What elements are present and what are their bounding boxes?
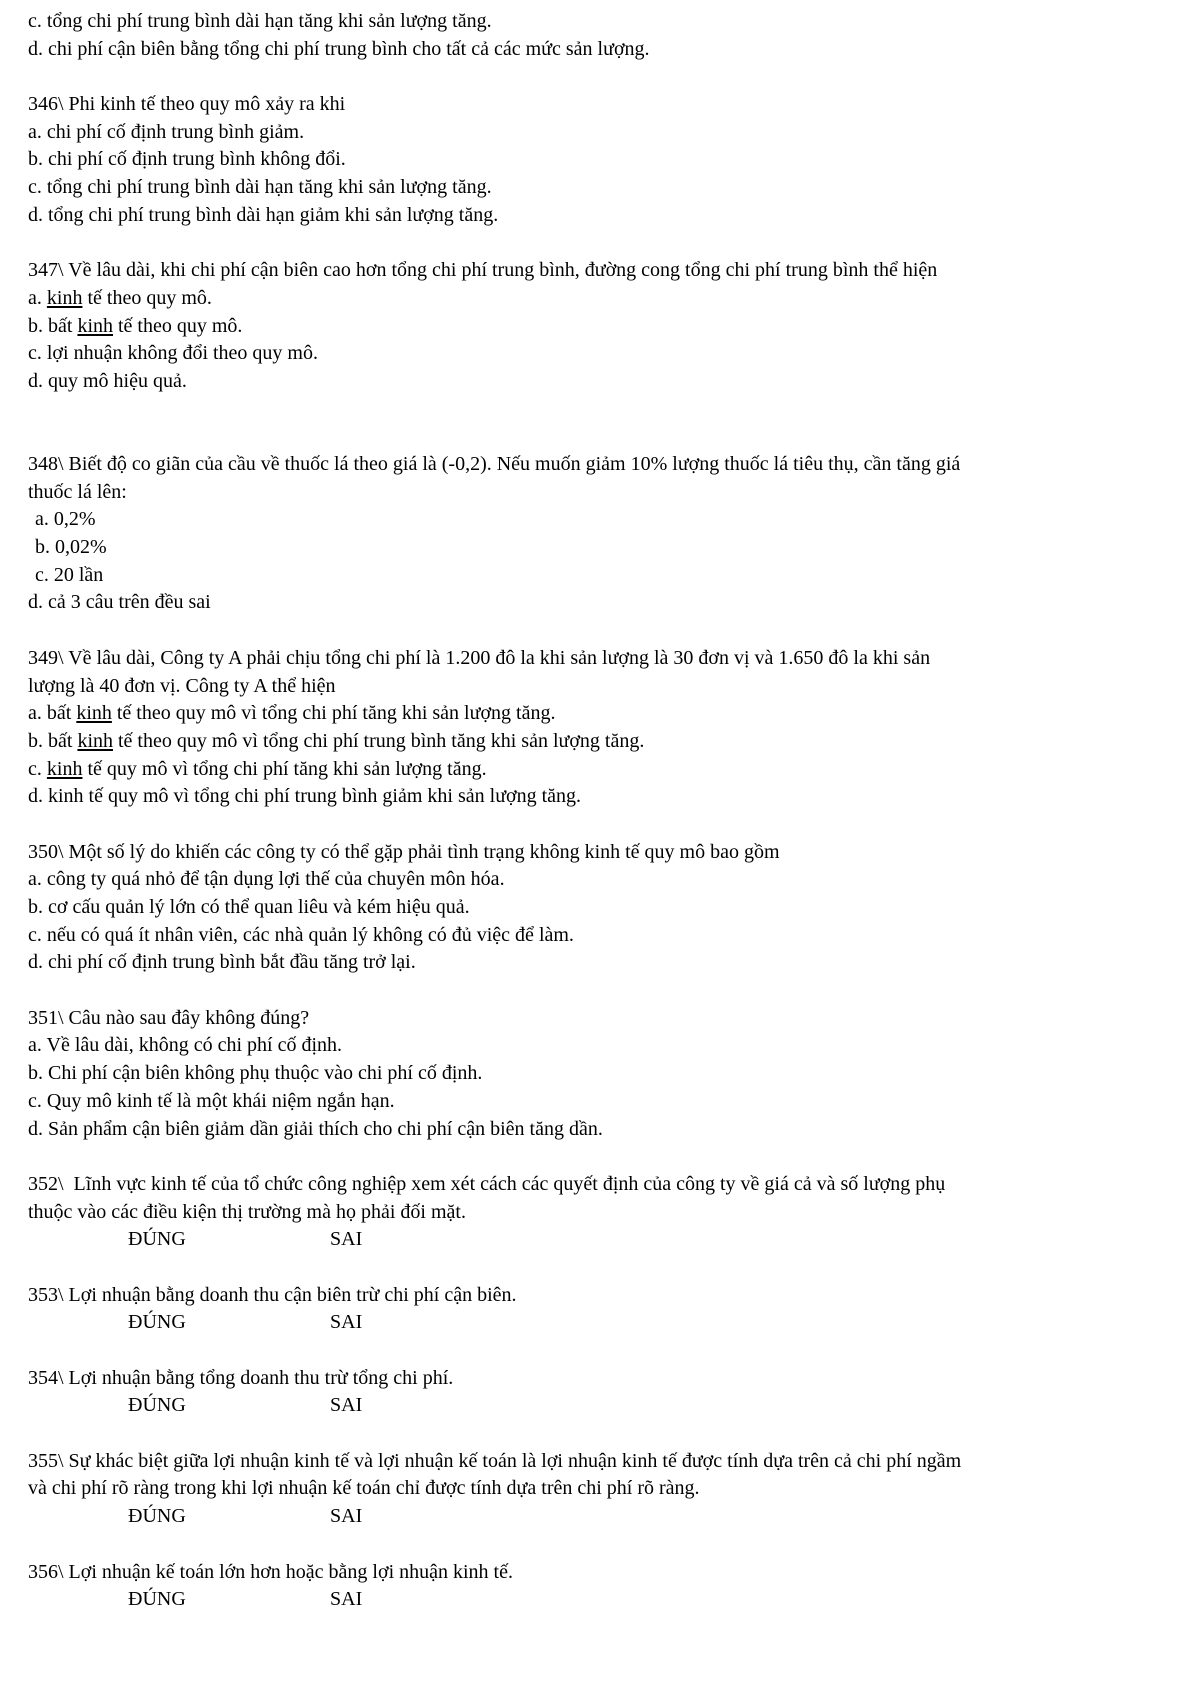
text-segment: d. kinh tế quy mô vì tổng chi phí trung bình giảm khi sản lượng tăng. <box>28 785 582 808</box>
text-segment: 350\ Một số lý do khiến các công ty có thể gặp phải tình trạng không kinh tế quy mô bao gồm <box>28 840 780 863</box>
true-label: ĐÚNG <box>128 1505 186 1528</box>
text-segment: b. cơ cấu quản lý lớn có thể quan liêu và kém hiệu quả. <box>28 896 470 918</box>
document-line <box>28 285 1180 313</box>
document-line <box>28 479 1180 507</box>
false-label: SAI <box>330 1588 363 1611</box>
text-segment: c. tổng chi phí trung bình dài hạn tăng khi sản lượng tăng. <box>28 10 492 32</box>
document-line <box>28 645 1180 673</box>
text-segment: b. 0,02% <box>35 536 107 559</box>
document-line <box>28 1365 1180 1393</box>
true-false-row <box>28 1503 1180 1531</box>
blank-line <box>28 1143 1180 1171</box>
document-line <box>28 202 1180 230</box>
document-line <box>28 1116 1180 1144</box>
text-segment: tế quy mô vì tổng chi phí tăng khi sản lượng tăng. <box>82 757 487 780</box>
blank-line <box>28 1420 1180 1448</box>
underlined-text: kinh <box>46 757 83 780</box>
document-line <box>28 700 1180 728</box>
document-line <box>28 340 1180 368</box>
document-line <box>28 534 1180 562</box>
blank-line <box>28 977 1180 1005</box>
document-line <box>28 91 1180 119</box>
document-line <box>28 1559 1180 1587</box>
text-segment: d. quy mô hiệu quả. <box>28 369 187 392</box>
document-line <box>28 368 1180 396</box>
document-line <box>28 562 1180 590</box>
text-segment: và chi phí rõ ràng trong khi lợi nhuận kế toán chỉ được tính dựa trên chi phí rõ ràng. <box>28 1477 700 1500</box>
true-label: ĐÚNG <box>128 1311 186 1334</box>
text-segment: b. chi phí cố định trung bình không đổi. <box>28 148 346 171</box>
text-segment: 353\ Lợi nhuận bằng doanh thu cận biên trừ chi phí cận biên. <box>28 1283 517 1306</box>
blank-line <box>28 1337 1180 1365</box>
document-line <box>28 119 1180 147</box>
blank-line <box>28 811 1180 839</box>
blank-line <box>28 617 1180 645</box>
document-line <box>28 506 1180 534</box>
text-segment: a. 0,2% <box>35 508 96 531</box>
blank-line <box>28 1531 1180 1559</box>
text-segment: a. Về lâu dài, không có chi phí cố định. <box>28 1034 343 1057</box>
text-segment: a. chi phí cố định trung bình giảm. <box>28 120 305 143</box>
false-label: SAI <box>330 1311 363 1334</box>
text-segment: 349\ Về lâu dài, Công ty A phải chịu tổng chi phí là 1.200 đô la khi sản lượng là 30 đơn vị và 1.650 đô la khi sản <box>28 646 931 669</box>
text-segment: 356\ Lợi nhuận kế toán lớn hơn hoặc bằng lợi nhuận kinh tế. <box>28 1560 513 1583</box>
underlined-text: kinh <box>76 702 112 725</box>
text-segment: d. chi phí cố định trung bình bắt đầu tăng trở lại. <box>28 951 416 974</box>
document-line <box>28 1475 1180 1503</box>
true-false-row <box>28 1586 1180 1614</box>
document-line <box>28 866 1180 894</box>
document-line <box>28 1060 1180 1088</box>
text-segment: c. <box>28 757 47 780</box>
text-segment: 347\ Về lâu dài, khi chi phí cận biên cao hơn tổng chi phí trung bình, đường cong tổng chi phí trung bình thể hiện <box>28 259 938 282</box>
text-segment: 355\ Sự khác biệt giữa lợi nhuận kinh tế và lợi nhuận kế toán là lợi nhuận kinh tế được tính dựa trên cả chi phí ngầm <box>28 1449 962 1472</box>
true-false-row <box>28 1392 1180 1420</box>
document-line <box>28 36 1180 64</box>
text-segment: 348\ Biết độ co giãn của cầu về thuốc lá theo giá là (-0,2). Nếu muốn giảm 10% lượng thuốc lá tiêu thụ, cần tăng giá <box>28 453 961 475</box>
text-segment: 346\ Phi kinh tế theo quy mô xảy ra khi <box>28 93 346 116</box>
text-segment: tế theo quy mô vì tổng chi phí trung bình tăng khi sản lượng tăng. <box>113 729 645 752</box>
text-segment: b. bất <box>28 314 78 337</box>
document-line <box>28 922 1180 950</box>
document-line <box>28 949 1180 977</box>
document-line <box>28 589 1180 617</box>
false-label: SAI <box>330 1228 363 1251</box>
text-segment: 354\ Lợi nhuận bằng tổng doanh thu trừ tổng chi phí. <box>28 1366 454 1389</box>
document-line <box>28 783 1180 811</box>
text-segment: d. tổng chi phí trung bình dài hạn giảm khi sản lượng tăng. <box>28 203 499 226</box>
text-segment: c. lợi nhuận không đổi theo quy mô. <box>28 342 318 365</box>
text-segment: tế theo quy mô. <box>113 314 243 337</box>
document-line <box>28 257 1180 285</box>
document-line <box>28 728 1180 756</box>
true-label: ĐÚNG <box>128 1394 186 1417</box>
text-segment: a. công ty quá nhỏ để tận dụng lợi thế của chuyên môn hóa. <box>28 868 505 891</box>
document-line <box>28 839 1180 867</box>
text-segment: a. <box>28 286 47 309</box>
text-segment: 352\ Lĩnh vực kinh tế của tổ chức công nghiệp xem xét cách các quyết định của công ty về giá cả và số lượng phụ <box>28 1172 946 1195</box>
document-line <box>28 756 1180 784</box>
text-segment: thuốc lá lên: <box>28 480 127 503</box>
document-line <box>28 1032 1180 1060</box>
false-label: SAI <box>330 1505 363 1528</box>
document-line <box>28 1005 1180 1033</box>
true-false-row <box>28 1309 1180 1337</box>
text-segment: c. nếu có quá ít nhân viên, các nhà quản lý không có đủ việc để làm. <box>28 923 574 946</box>
true-false-row <box>28 1226 1180 1254</box>
text-segment: c. Quy mô kinh tế là một khái niệm ngắn hạn. <box>28 1089 395 1112</box>
document-line <box>28 313 1180 341</box>
blank-line <box>28 423 1180 451</box>
underlined-text: kinh <box>46 286 83 309</box>
blank-line <box>28 230 1180 258</box>
text-segment: d. chi phí cận biên bằng tổng chi phí trung bình cho tất cả các mức sản lượng. <box>28 37 650 60</box>
true-label: ĐÚNG <box>128 1228 186 1251</box>
text-segment: d. Sản phẩm cận biên giảm dần giải thích cho chi phí cận biên tăng dần. <box>28 1117 603 1140</box>
underlined-text: kinh <box>77 314 113 337</box>
text-segment: tế theo quy mô. <box>82 286 212 309</box>
text-segment: 351\ Câu nào sau đây không đúng? <box>28 1006 310 1029</box>
blank-line <box>28 1254 1180 1282</box>
underlined-text: kinh <box>77 729 113 752</box>
text-segment: tế theo quy mô vì tổng chi phí tăng khi sản lượng tăng. <box>111 702 556 725</box>
document-line <box>28 451 1180 479</box>
false-label: SAI <box>330 1394 363 1417</box>
document-line <box>28 673 1180 701</box>
document-line <box>28 894 1180 922</box>
true-label: ĐÚNG <box>128 1588 186 1611</box>
text-segment: d. cả 3 câu trên đều sai <box>28 591 211 614</box>
document-line <box>28 8 1180 36</box>
document-line <box>28 174 1180 202</box>
text-segment: c. tổng chi phí trung bình dài hạn tăng khi sản lượng tăng. <box>28 176 492 199</box>
text-segment: thuộc vào các điều kiện thị trường mà họ phải đối mặt. <box>28 1200 466 1223</box>
document-line <box>28 146 1180 174</box>
document-line <box>28 1448 1180 1476</box>
document-line <box>28 1088 1180 1116</box>
text-segment: a. bất <box>28 702 77 725</box>
document-line <box>28 1171 1180 1199</box>
text-segment: b. Chi phí cận biên không phụ thuộc vào chi phí cố định. <box>28 1062 483 1085</box>
document-line <box>28 1282 1180 1310</box>
document-line <box>28 1199 1180 1227</box>
text-segment: lượng là 40 đơn vị. Công ty A thể hiện <box>28 674 336 697</box>
text-segment: b. bất <box>28 729 78 752</box>
blank-line <box>28 63 1180 91</box>
blank-line <box>28 396 1180 424</box>
text-segment: c. 20 lần <box>35 563 104 586</box>
